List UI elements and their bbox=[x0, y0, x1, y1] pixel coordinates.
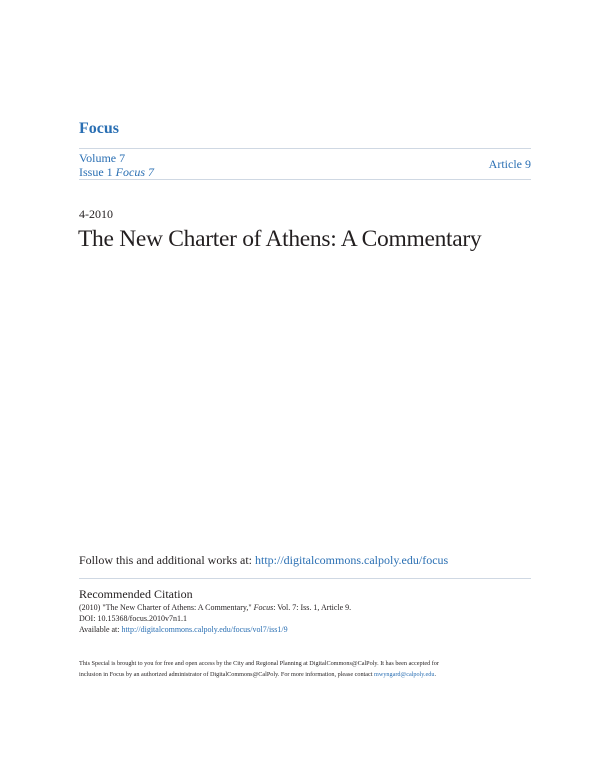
citation-availability bbox=[79, 625, 288, 635]
follow-link[interactable]: http://digitalcommons.calpoly.edu/focus bbox=[255, 553, 449, 567]
journal-title[interactable]: Focus bbox=[79, 120, 119, 137]
header-top-divider bbox=[79, 148, 531, 149]
citation-doi: DOI: 10.15368/focus.2010v7n1.1 bbox=[79, 614, 187, 623]
access-notice-line1: This Special is brought to you for free and open access by the City and Regional Planning at DigitalCommons@CalPoly. It has been accepted for bbox=[79, 660, 439, 667]
contact-email-link[interactable]: mwyngard@calpoly.edu bbox=[374, 671, 435, 678]
access-notice-text: inclusion in Focus by an authorized administrator of DigitalCommons@CalPoly. For more information, please contact bbox=[79, 671, 375, 678]
citation-part: (2010) "The New Charter of Athens: A Commentary," bbox=[79, 603, 254, 612]
article-title: The New Charter of Athens: A Commentary bbox=[78, 226, 482, 252]
citation-volume-info: : Vol. 7: Iss. 1, Article 9. bbox=[273, 603, 352, 612]
available-label: Available at: bbox=[79, 625, 122, 634]
follow-line bbox=[79, 553, 448, 568]
access-notice-line2 bbox=[79, 670, 436, 680]
issue-link[interactable] bbox=[79, 165, 154, 179]
volume-link[interactable]: Volume 7 bbox=[79, 151, 126, 165]
header-bottom-divider bbox=[79, 179, 531, 180]
citation-text bbox=[79, 603, 351, 613]
citation-journal: Focus bbox=[253, 603, 274, 612]
issue-series: Focus 7 bbox=[115, 165, 154, 179]
available-link[interactable]: http://digitalcommons.calpoly.edu/focus/vol7/iss1/9 bbox=[121, 625, 288, 634]
article-number-link[interactable]: Article 9 bbox=[488, 157, 531, 171]
access-notice-end: . bbox=[434, 671, 437, 678]
citation-divider bbox=[79, 578, 531, 579]
recommended-citation-heading: Recommended Citation bbox=[79, 587, 193, 601]
publication-date: 4-2010 bbox=[79, 207, 113, 221]
follow-text: Follow this and additional works at: bbox=[79, 553, 255, 567]
issue-number: Issue 1 bbox=[79, 165, 113, 179]
